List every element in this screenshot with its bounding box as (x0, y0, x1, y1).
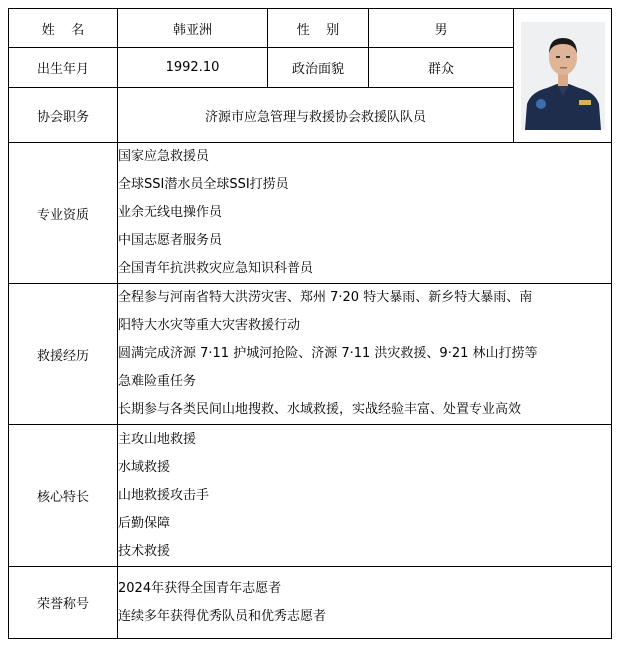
politics-label: 政治面貌 (268, 48, 369, 88)
honors-label: 荣誉称号 (9, 567, 118, 639)
gender-label: 性 别 (268, 9, 369, 48)
list-item: 全国青年抗洪救灾应急知识科普员 (118, 261, 314, 276)
birth-label: 出生年月 (9, 48, 118, 88)
gender-value: 男 (369, 9, 514, 48)
specialties-label: 核心特长 (9, 425, 118, 567)
honors-list (118, 567, 612, 639)
list-item: 技术救援 (118, 543, 171, 559)
portrait-photo (521, 22, 605, 130)
list-item: 2024年获得全国青年志愿者 (118, 580, 282, 596)
list-item: 国家应急救援员 (118, 149, 210, 164)
position-value: 济源市应急管理与救援协会救援队队员 (118, 88, 514, 143)
experience-line: 长期参与各类民间山地搜救、水域救援，实战经验丰富、处置专业高效 (118, 402, 522, 417)
list-item: 山地救援攻击手 (118, 487, 210, 503)
experience-line: 圆满完成济源 7·11 护城河抢险、济源 7·11 洪灾救援、9·21 林山打捞等 (118, 346, 538, 361)
list-item: 业余无线电操作员 (118, 205, 223, 220)
experience-label: 救援经历 (9, 284, 118, 425)
birth-value: 1992.10 (118, 48, 268, 88)
politics-value: 群众 (369, 48, 514, 88)
experience-line: 全程参与河南省特大洪涝灾害、郑州 7·20 特大暴雨、新乡特大暴雨、南 (118, 290, 533, 305)
experience-text (118, 284, 612, 425)
name-value: 韩亚洲 (118, 9, 268, 48)
list-item: 主攻山地救援 (118, 431, 197, 447)
person-portrait-icon (521, 22, 605, 130)
list-item: 中国志愿者服务员 (118, 233, 223, 248)
profile-table (8, 8, 612, 639)
list-item: 全球SSI潜水员全球SSI打捞员 (118, 177, 289, 192)
specialties-list (118, 425, 612, 567)
name-label: 姓 名 (9, 9, 118, 48)
position-label: 协会职务 (9, 88, 118, 143)
experience-line: 急难险重任务 (118, 374, 197, 389)
qualifications-label: 专业资质 (9, 143, 118, 284)
photo-cell (514, 9, 612, 143)
list-item: 后勤保障 (118, 515, 171, 531)
list-item: 连续多年获得优秀队员和优秀志愿者 (118, 608, 327, 624)
list-item: 水域救援 (118, 459, 171, 475)
experience-line: 阳特大水灾等重大灾害救援行动 (118, 318, 301, 333)
qualifications-list (118, 143, 612, 284)
